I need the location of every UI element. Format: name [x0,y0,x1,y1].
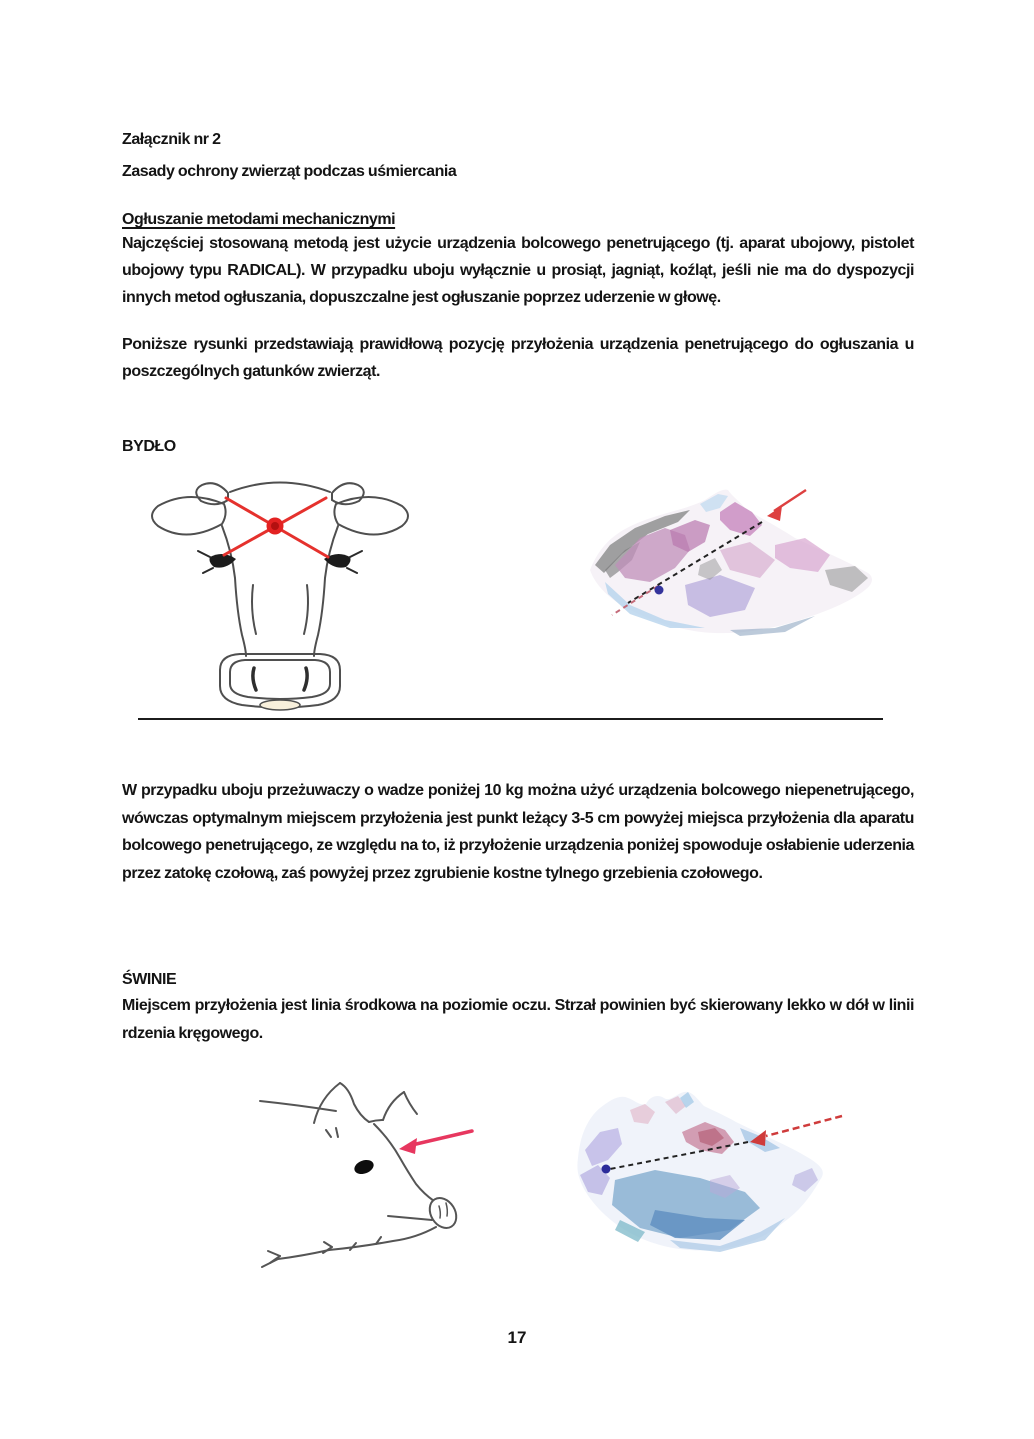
section-heading-pigs: ŚWINIE [122,971,177,988]
attachment-heading: Załącznik nr 2 [122,131,221,148]
pig-head-side-diagram [250,1060,510,1290]
section-divider [138,718,883,720]
pig-head-cross-section [560,1080,850,1290]
stun-point-marker-center [271,522,279,530]
pig-eye [352,1157,375,1176]
trajectory-arrow-icon [767,490,806,521]
section-heading-cattle: BYDŁO [122,438,176,455]
trajectory-arrow-icon [750,1116,842,1146]
cattle-outline [152,483,408,711]
paragraph-mechanical-intro: Najczęściej stosowaną metodą jest użycie urządzenia bolcowego penetrującego (tj. aparat ubojowy, pistolet ubojowy typu RADICAL). W przypadku uboju wyłącznie u prosiąt, jagniąt, koźląt, jeśli nie ma do dyspozycji innych metod ogłuszania, dopuszczalne jest ogłuszanie poprzez uderzenie w głowę. [122,235,914,306]
target-dot [602,1165,611,1174]
document-title: Zasady ochrony zwierząt podczas uśmiercania [122,163,457,180]
cattle-head-front-diagram [140,460,420,720]
paragraph-pigs-body: Miejscem przyłożenia jest linia środkowa na poziomie oczu. Strzał powinien być skierowany lekko w dół w linii rdzenia kręgowego. [122,997,914,1042]
cattle-head-cross-section [570,470,900,680]
paragraph-figures-note: Poniższe rysunki przedstawiają prawidłową pozycję przyłożenia urządzenia penetrującego do ogłuszania u poszczególnych gatunków zwierząt. [122,336,914,380]
section-heading-mechanical: Ogłuszanie metodami mechanicznymi [122,211,396,228]
stun-arrow-icon [399,1131,472,1154]
cattle-eyes [198,551,362,573]
pig-outline [260,1083,462,1267]
target-dot [655,586,664,595]
paragraph-cattle-body: W przypadku uboju przeżuwaczy o wadze poniżej 10 kg można użyć urządzenia bolcowego niepenetrującego, wówczas optymalnym miejscem przyłożenia jest punkt leżący 3-5 cm powyżej miejsca przyłożenia dla aparatu bolcowego penetrującego, ze względu na to, iż przyłożenie urządzenia poniżej spowoduje osłabienie uderzenia przez zatokę czołową, zaś powyżej przez zgrubienie kostne tylnego grzebienia czołowego. [122,782,914,882]
page-number: 17 [507,1328,527,1347]
